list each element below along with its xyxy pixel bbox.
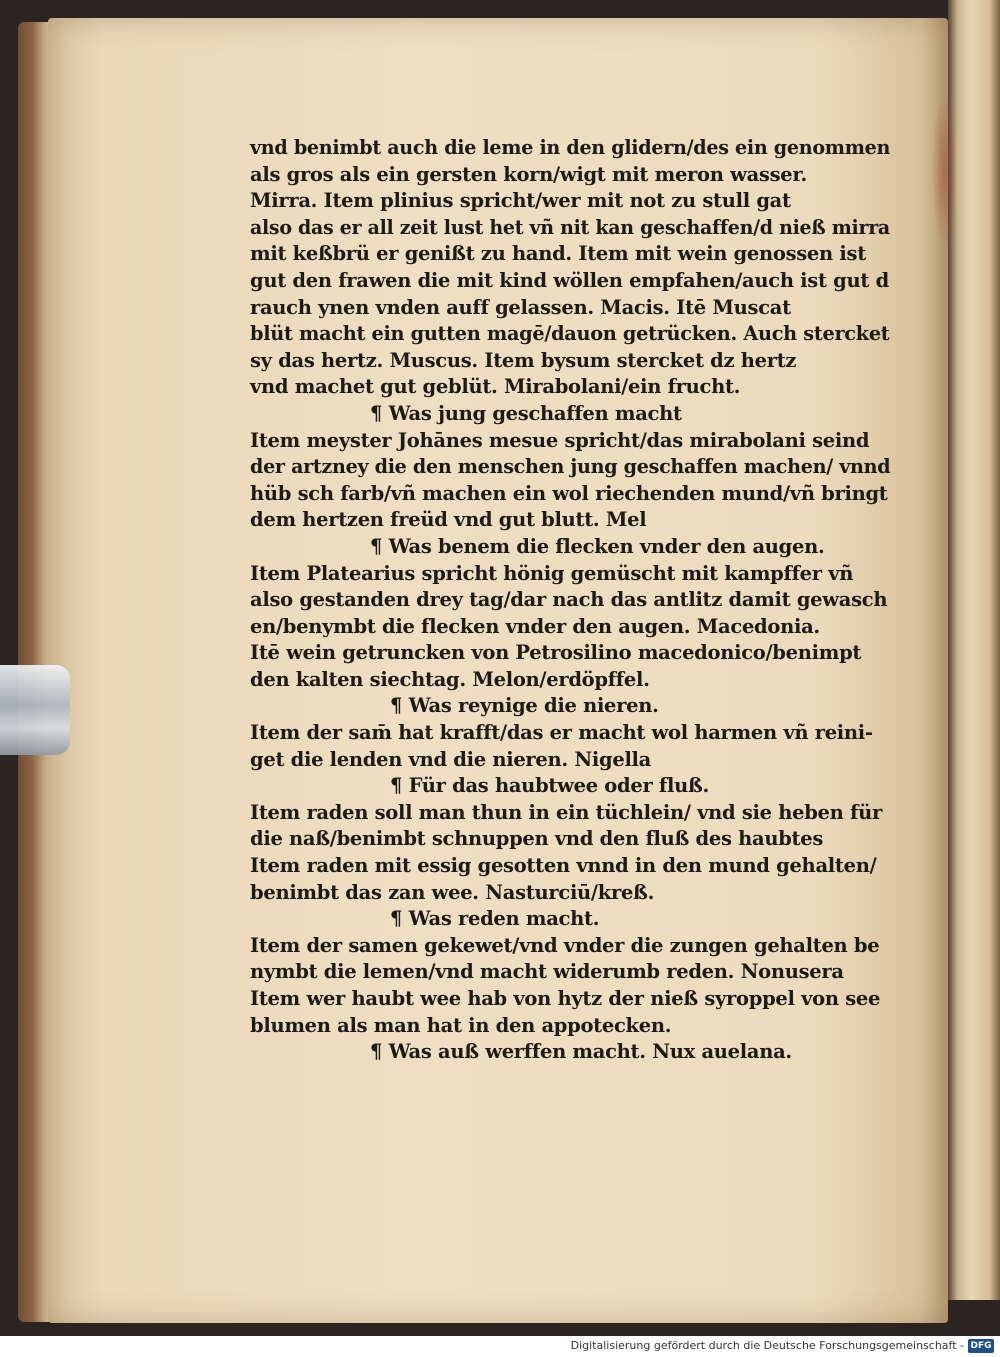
text-line: als gros als ein gersten korn/wigt mit meron wasser. <box>250 162 808 186</box>
text-line: get die lenden vnd die nieren. Nigella <box>250 747 651 771</box>
text-line: Item raden soll man thun in ein tüchlein/ vnd sie heben für <box>250 800 882 824</box>
funding-credit: Digitalisierung gefördert durch die Deutsche Forschungsgemeinschaft - <box>570 1339 964 1352</box>
text-line: Item meyster Johānes mesue spricht/das mirabolani seind <box>250 428 870 452</box>
text-line: also das er all zeit lust het vñ nit kan geschaffen/d nieß mirra <box>250 215 890 239</box>
text-line: rauch ynen vnden auff gelassen. Macis. Itē Muscat <box>250 295 791 319</box>
text-line: mit keßbrü er genißt zu hand. Item mit wein genossen ist <box>250 242 866 266</box>
text-line: blüt macht ein gutten magē/dauon getrücken. Auch stercket <box>250 322 890 346</box>
page-stain <box>932 90 956 250</box>
text-line: hüb sch farb/vñ machen ein wol riechenden mund/vñ bringt <box>250 481 888 505</box>
section-heading: ¶ Was auß werffen macht. Nux auelana. <box>370 1040 792 1064</box>
text-line: Item raden mit essig gesotten vnnd in den mund gehalten/ <box>250 854 877 878</box>
section-heading: ¶ Was reden macht. <box>390 907 600 931</box>
text-line: der artzney die den menschen jung geschaffen machen/ vnnd <box>250 455 891 479</box>
text-line: vnd benimbt auch die leme in den glidern/des ein genommen <box>250 136 891 159</box>
text-line: gut den frawen die mit kind wöllen empfahen/auch ist gut d <box>250 268 889 292</box>
page-holder-clip <box>0 665 70 755</box>
text-line: en/benymbt die flecken vnder den augen. Macedonia. <box>250 614 820 638</box>
text-line: Item Platearius spricht hönig gemüscht mit kampffer vñ <box>250 561 854 585</box>
text-line: nymbt die lemen/vnd macht widerumb reden. Nonusera <box>250 960 844 984</box>
text-line: Item der sam̄ hat krafft/das er macht wol harmen vñ reini- <box>250 721 873 745</box>
footer-bar <box>0 1336 1000 1357</box>
text-line: Item wer haubt wee hab von hytz der nieß syroppel von see <box>250 987 881 1010</box>
text-line: Mirra. Item plinius spricht/wer mit not zu stull gat <box>250 189 791 213</box>
section-heading: ¶ Was jung geschaffen macht <box>370 401 682 425</box>
text-line: benimbt das zan wee. Nasturciū/kreß. <box>250 880 655 904</box>
section-heading: ¶ Was reynige die nieren. <box>390 694 659 718</box>
text-line: dem hertzen freüd vnd gut blutt. Mel <box>250 508 647 532</box>
text-line: blumen als man hat in den appotecken. <box>250 1013 672 1037</box>
dfg-logo: DFG <box>968 1339 994 1353</box>
text-line: vnd machet gut geblüt. Mirabolani/ein frucht. <box>250 375 741 399</box>
printed-text-block <box>250 135 890 1066</box>
text-line: den kalten siechtag. Melon/erdöpffel. <box>250 667 650 691</box>
text-line: Itē wein getruncken von Petrosilino macedonico/benimpt <box>250 641 862 665</box>
text-line: Item der samen gekewet/vnd vnder die zungen gehalten be <box>250 933 880 957</box>
section-heading: ¶ Für das haubtwee oder fluß. <box>390 774 709 798</box>
text-line: die naß/benimbt schnuppen vnd den fluß des haubtes <box>250 827 824 851</box>
text-line: also gestanden drey tag/dar nach das antlitz damit gewasch <box>250 588 888 612</box>
section-heading: ¶ Was benem die flecken vnder den augen. <box>370 534 825 558</box>
text-line: sy das hertz. Muscus. Item bysum stercket dz hertz <box>250 348 797 372</box>
